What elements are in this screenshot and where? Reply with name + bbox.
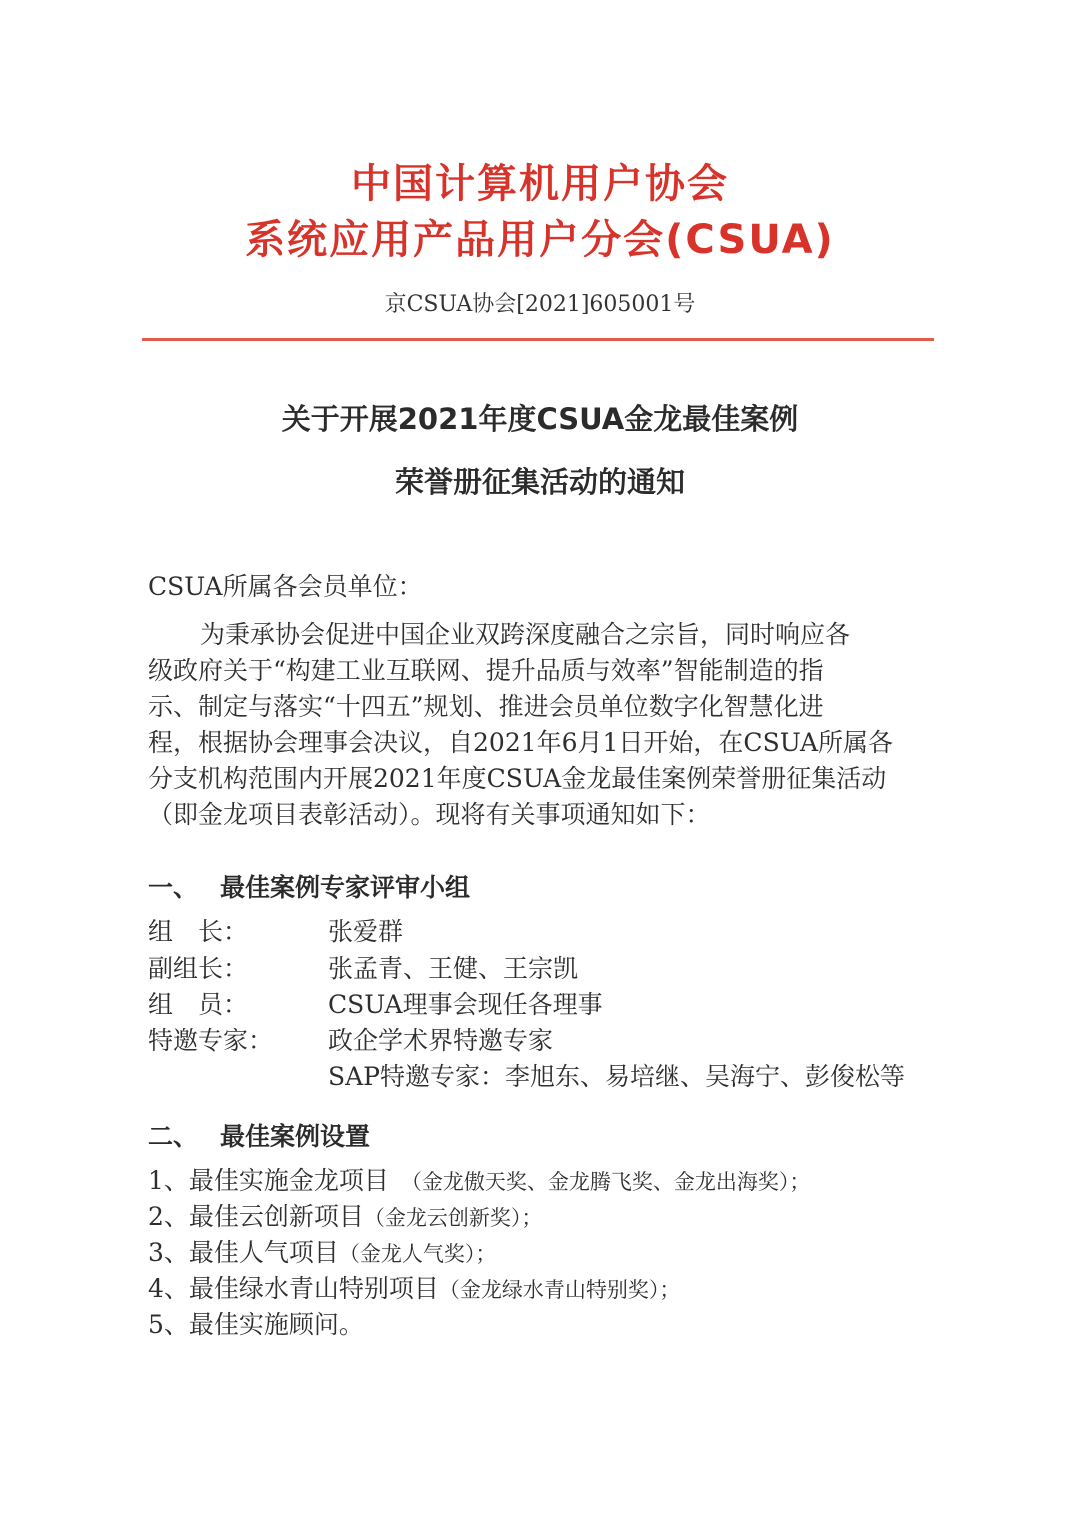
award-item	[148, 1305, 364, 1341]
award-name: 2、最佳云创新项目	[148, 1202, 364, 1231]
award-note: （金龙云创新奖）；	[363, 1206, 543, 1230]
panel-role: 组 长：	[148, 917, 249, 946]
award-name: 5、最佳实施顾问。	[148, 1310, 364, 1339]
section-1-heading	[148, 868, 470, 904]
paragraph-line: 示、制定与落实“十四五”规划、推进会员单位数字化智慧化进	[148, 692, 824, 721]
panel-names: CSUA理事会现任各理事	[328, 990, 603, 1019]
panel-names: SAP特邀专家：李旭东、易培继、吴海宁、彭俊松等	[328, 1062, 906, 1091]
panel-row-sap-experts	[148, 1057, 905, 1093]
panel-names: 张孟青、王健、王宗凯	[328, 954, 579, 983]
section-title: 最佳案例设置	[220, 1122, 371, 1151]
award-name: 4、最佳绿水青山特别项目	[148, 1274, 439, 1303]
org-title-line-2: 系统应用产品用户分会(CSUA)	[245, 217, 835, 263]
panel-role: 副组长：	[148, 954, 249, 983]
section-2-heading	[148, 1117, 370, 1153]
award-name: 1、最佳实施金龙项目	[148, 1166, 389, 1195]
salutation: CSUA所属各会员单位：	[148, 572, 423, 601]
panel-role: 组 员：	[148, 990, 249, 1019]
section-number: 二、	[148, 1122, 199, 1151]
award-name: 3、最佳人气项目	[148, 1238, 339, 1267]
award-note: （金龙人气奖）；	[338, 1242, 497, 1266]
award-note: （金龙绿水青山特别奖）；	[438, 1278, 681, 1302]
panel-names: 政企学术界特邀专家	[328, 1026, 554, 1055]
document-number: 京CSUA协会[2021]605001号	[384, 292, 696, 317]
award-note: （金龙傲天奖、金龙腾飞奖、金龙出海奖）；	[400, 1170, 811, 1194]
paragraph-line: 级政府关于“构建工业互联网、提升品质与效率”智能制造的指	[148, 656, 824, 685]
header-divider	[142, 338, 934, 341]
intro-paragraph	[148, 617, 938, 833]
panel-row-guests	[148, 1021, 553, 1057]
paragraph-line: 程，根据协会理事会决议，自2021年6月1日开始，在CSUA所属各	[148, 728, 894, 757]
award-item	[148, 1161, 810, 1197]
section-title: 最佳案例专家评审小组	[220, 873, 471, 902]
notice-title-line-2: 荣誉册征集活动的通知	[394, 465, 685, 499]
paragraph-line: 分支机构范围内开展2021年度CSUA金龙最佳案例荣誉册征集活动	[148, 764, 887, 793]
org-title-line-1: 中国计算机用户协会	[351, 161, 729, 207]
panel-names: 张爱群	[328, 917, 404, 946]
award-item	[148, 1197, 542, 1233]
award-item	[148, 1269, 680, 1305]
award-item	[148, 1233, 496, 1269]
panel-row-leader	[148, 912, 403, 948]
notice-title-line-1: 关于开展2021年度CSUA金龙最佳案例	[281, 402, 799, 436]
section-number: 一、	[148, 873, 199, 902]
paragraph-line: （即金龙项目表彰活动）。现将有关事项通知如下：	[148, 800, 711, 829]
panel-row-deputy	[148, 949, 578, 985]
panel-role: 特邀专家：	[148, 1026, 274, 1055]
panel-row-members	[148, 985, 603, 1021]
paragraph-line: 为秉承协会促进中国企业双跨深度融合之宗旨，同时响应各	[200, 620, 851, 649]
